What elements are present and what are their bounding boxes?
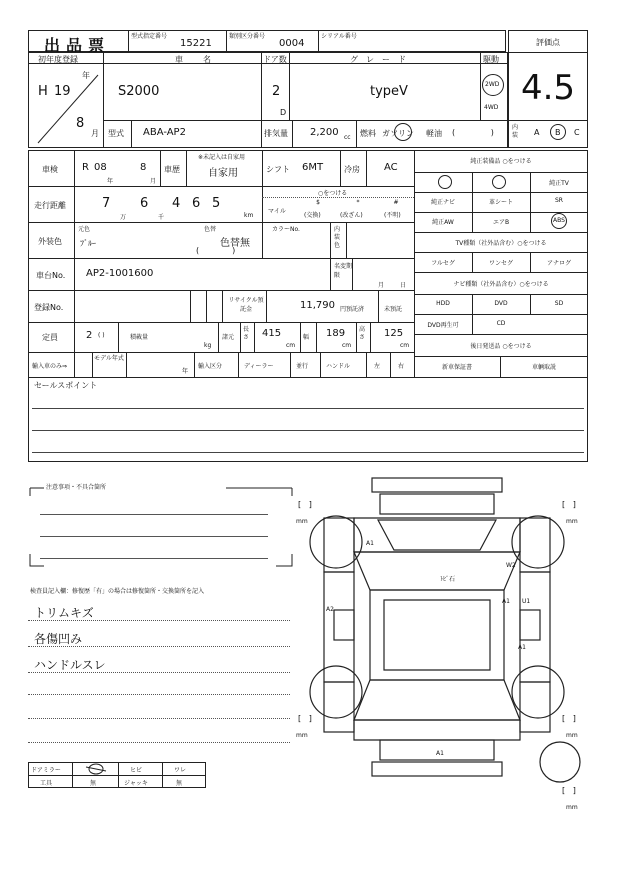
unknown-symbol: # — [393, 199, 399, 206]
option-abs: ABS — [553, 217, 565, 224]
tire-mm-spare: mm — [566, 804, 578, 811]
orig-color: ﾌﾞﾙｰ — [80, 239, 96, 248]
fuel-paren: ( ) — [452, 128, 494, 137]
tamper-label: (改ざん) — [340, 212, 363, 219]
ware-label: ワレ — [174, 767, 187, 774]
type-cert-no: 15221 — [180, 38, 212, 49]
mileage-digit-4: 6 — [192, 196, 201, 211]
history-note: ※未記入は自家用 — [198, 154, 246, 161]
new-car-warranty: 新車保証書 — [441, 364, 472, 371]
tire-bracket-fr: [ ] — [562, 500, 576, 509]
import-type-label: 輸入区分 — [198, 363, 223, 370]
mileage-digit-2: 6 — [140, 196, 149, 211]
mark-chip-windshield: ﾄﾋﾞ石 — [440, 576, 456, 583]
width-unit: cm — [342, 342, 352, 349]
navi-hdd: HDD — [436, 300, 450, 307]
first-reg-era: H — [38, 84, 48, 99]
tv-type-header: TV種類（社外品含む）○をつける — [455, 240, 547, 247]
interior-a: A — [534, 128, 540, 137]
load-label: 積載量 — [130, 334, 149, 341]
inspection-year-unit: 年 — [107, 178, 114, 185]
tamper-symbol: * — [356, 199, 360, 206]
color-no-label: カラーNo. — [272, 226, 300, 233]
first-reg-year-unit: 年 — [82, 71, 90, 80]
car-name: S2000 — [118, 84, 160, 99]
mileage-circle-note: ○をつける — [318, 190, 348, 197]
model: ABA-AP2 — [143, 127, 186, 138]
tire-mm-rl: mm — [296, 732, 308, 739]
grade: typeV — [370, 84, 408, 99]
model-year-label: モデル年式 — [94, 355, 124, 362]
mark-a1-left-front: A1 — [366, 540, 374, 547]
handle-label: ハンドル — [326, 363, 351, 370]
interior-c: C — [574, 128, 580, 137]
model-year-unit: 年 — [182, 368, 189, 375]
fuel-gasoline-circle — [394, 123, 412, 141]
eval-label: 評価点 — [536, 38, 560, 47]
inspection-label: 車検 — [42, 165, 58, 174]
name-change-month: 月 — [378, 282, 385, 289]
unknown-label: (不明) — [384, 212, 401, 219]
tv-analog: アナログ — [546, 260, 571, 267]
cd: CD — [496, 320, 506, 327]
car-name-label: 車名 — [175, 55, 231, 64]
caution-label: 注意事項・不具合箇所 — [46, 484, 107, 491]
mileage-digit-3: 4 — [172, 196, 181, 211]
recycle-amount: 11,790 — [300, 300, 335, 311]
option-icon-2 — [492, 175, 506, 189]
handle-right: 右 — [398, 363, 405, 370]
interior-label: 内装 — [512, 124, 519, 139]
displacement-label: 排気量 — [264, 129, 288, 138]
navi-type-header: ナビ種類（社外品含む）○をつける — [453, 281, 549, 288]
serial-label: シリアル番号 — [321, 33, 357, 40]
history: 自家用 — [208, 168, 238, 179]
door-mirror-label: ドアミラー — [31, 767, 61, 774]
fuel-label: 燃料 — [360, 129, 376, 138]
category-label: 類別区分番号 — [229, 33, 266, 40]
tire-bracket-rr: [ ] — [562, 714, 576, 723]
drive-4wd: 4WD — [484, 104, 499, 111]
interior-color-label: 内装色 — [334, 226, 341, 249]
dvd-playback: DVD再生可 — [427, 322, 459, 329]
height-unit: cm — [400, 342, 410, 349]
later-shipment-header: 後日発送品 ○をつける — [470, 343, 532, 350]
doors: 2 — [272, 84, 281, 99]
option-icon-1 — [438, 175, 452, 189]
inspection-month: 8 — [140, 162, 147, 173]
tire-mm-fr: mm — [566, 518, 578, 525]
eval-score: 4.5 — [520, 68, 576, 108]
mark-u1: U1 — [522, 598, 531, 605]
height: 125 — [384, 328, 404, 339]
mark-a1-right-rear: A1 — [518, 644, 526, 651]
name-change-label: 名変期限 — [334, 263, 353, 279]
repaint-paren: ( ) — [196, 246, 236, 255]
mileage-digit-1: 7 — [102, 196, 111, 211]
tools-label: 工具 — [40, 780, 53, 787]
hibi-label: ヒビ — [130, 767, 143, 774]
mileage-unit-km: km — [244, 212, 254, 219]
car-damage-diagram — [294, 470, 594, 840]
history-label: 車歴 — [164, 165, 180, 174]
tire-bracket-fl: [ ] — [298, 500, 312, 509]
note-line-3: ハンドルスレ — [34, 658, 106, 672]
name-change-day: 日 — [400, 282, 407, 289]
length: 415 — [262, 328, 282, 339]
shift-label: シフト — [266, 165, 290, 174]
mark-w2: W2 — [506, 562, 516, 569]
length-unit: cm — [286, 342, 296, 349]
import-label: 輸入車のみ⇒ — [32, 363, 68, 370]
recycle-unpaid: 未預託 — [384, 306, 403, 313]
mark-a2-left: A2 — [326, 606, 334, 613]
door-mirror-check — [84, 762, 108, 776]
fuel-diesel: 軽油 — [426, 129, 442, 138]
inspection-year: 08 — [94, 162, 107, 173]
first-reg-label: 初年度登録 — [38, 55, 78, 64]
tools-value: 無 — [90, 780, 97, 787]
model-label: 型式 — [108, 129, 124, 138]
first-reg-month-unit: 月 — [91, 129, 99, 138]
door-type: D — [280, 108, 287, 117]
recycle-unit: 円預託済 — [340, 306, 365, 313]
type-cert-label: 型式指定番号 — [131, 33, 168, 40]
tire-mm-rr: mm — [566, 732, 578, 739]
sales-point-label: セールスポイント — [34, 381, 98, 390]
load-unit: kg — [204, 342, 212, 349]
navi-sd: SD — [554, 300, 564, 307]
note-line-2: 各傷凹み — [34, 632, 83, 646]
capacity-label: 定員 — [42, 333, 58, 342]
doors-label: ドア数 — [263, 55, 287, 64]
repaint: 色替無 — [220, 238, 250, 249]
color-label: 外装色 — [38, 237, 62, 246]
handle-left: 左 — [374, 363, 381, 370]
inspection-month-unit: 月 — [150, 178, 157, 185]
displacement-unit: cc — [344, 134, 351, 141]
displacement: 2,200 — [310, 127, 339, 138]
tire-bracket-rl: [ ] — [298, 714, 312, 723]
jack-label: ジャッキ — [124, 780, 148, 787]
height-label: 高さ — [359, 326, 366, 341]
sheet-title: 出品票 — [44, 36, 111, 55]
category-no: 0004 — [279, 38, 305, 49]
tv-oneseg: ワンセグ — [488, 260, 513, 267]
navi-dvd: DVD — [494, 300, 508, 307]
dims-label: 諸元 — [222, 334, 235, 341]
drive-2wd: 2WD — [485, 81, 500, 88]
vehicle-manual: 車輌取説 — [531, 364, 556, 371]
inspection-era: R — [82, 162, 89, 173]
option-sr: SR — [555, 197, 563, 204]
tv-fullseg: フルセグ — [431, 260, 455, 267]
option-airbag: エアB — [492, 219, 510, 226]
option-genuine-aw: 純正AW — [432, 219, 454, 226]
reg-label: 登録No. — [34, 303, 64, 312]
mileage-digit-5: 5 — [212, 196, 221, 211]
mileage-label: 走行距離 — [34, 201, 66, 210]
chassis: AP2-1001600 — [86, 268, 154, 279]
tire-mm-fl: mm — [296, 518, 308, 525]
inspector-label: 検査員記入欄：修復歴「有」の場合は修復箇所・交換箇所を記入 — [30, 588, 205, 595]
mileage-unit-sen: 千 — [158, 214, 165, 221]
import-parallel: 並行 — [296, 363, 309, 370]
fuel-gasoline: ガソリン — [382, 129, 414, 138]
jack-value: 無 — [176, 780, 183, 787]
shift: 6MT — [302, 162, 324, 173]
exchange-label: (交換) — [304, 212, 321, 219]
mile-label: マイル — [268, 208, 286, 215]
cooler-label: 冷房 — [344, 165, 360, 174]
genuine-equip-header: 純正装備品 ○をつける — [470, 158, 532, 165]
tire-bracket-spare: [ ] — [562, 786, 576, 795]
note-line-1: トリムキズ — [34, 606, 94, 620]
chassis-label: 車台No. — [36, 271, 66, 280]
first-reg-month: 8 — [76, 116, 85, 131]
recycle-label: リサイクル預託金 — [228, 297, 264, 313]
orig-color-label: 元色 — [78, 226, 91, 233]
length-label: 長さ — [243, 326, 250, 341]
option-genuine-tv: 純正TV — [549, 180, 569, 187]
interior-b: B — [555, 128, 561, 137]
exchange-symbol: $ — [316, 199, 320, 206]
import-dealer: ディーラー — [244, 363, 274, 370]
option-genuine-navi: 純正ナビ — [430, 199, 455, 206]
mark-a1-right-door: A1 — [502, 598, 510, 605]
option-leather: 革シート — [488, 199, 513, 206]
width: 189 — [326, 328, 346, 339]
capacity-paren: ( ) — [98, 332, 105, 339]
width-label: 幅 — [303, 334, 310, 341]
repaint-label: 色替 — [204, 226, 217, 233]
mark-a1-rear: A1 — [436, 750, 444, 757]
first-reg-year: 19 — [54, 84, 71, 99]
drive-label: 駆動 — [483, 55, 499, 64]
grade-label: グレード — [350, 55, 414, 64]
cooler: AC — [384, 162, 398, 173]
mileage-unit-man: 万 — [120, 214, 127, 221]
capacity: 2 — [86, 330, 93, 341]
